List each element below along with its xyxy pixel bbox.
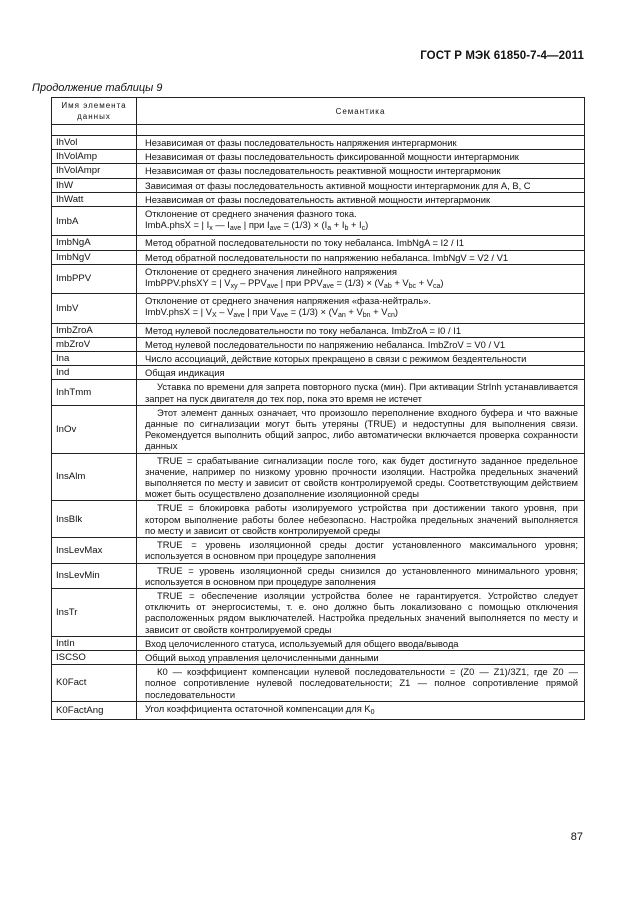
table-row — [52, 405, 585, 453]
table-row — [52, 337, 585, 351]
data-element-name: ImbPPV — [52, 264, 137, 293]
table-row — [52, 701, 585, 719]
data-element-semantics: К0 — коэффициент компенсации нулевой последовательности = (Z0 — Z1)/3Z1, где Z0 — полное сопротивление нулевой последовательности; Z1 — полное сопротивление прямой последовательности — [137, 665, 585, 702]
table-row — [52, 352, 585, 366]
data-element-name: Ind — [52, 366, 137, 380]
table-row — [52, 380, 585, 405]
data-element-semantics: Метод обратной последовательности по напряжению небаланса. ImbNgV = V2 / V1 — [137, 250, 585, 264]
data-element-semantics: Отклонение от среднего значения фазного тока. ImbA.phsX = | $I_x$ — $I_{ave}$ | при $I_{ave} = (1/3) \times (I_a + I_b + I_c)$ — [137, 207, 585, 236]
data-element-semantics: TRUE = уровень изоляционной среды достиг установленного максимального уровня; используется в основном при процедуре заполнения — [137, 538, 585, 563]
table-row — [52, 236, 585, 250]
table-row — [52, 453, 585, 501]
data-element-name: InsLevMin — [52, 563, 137, 588]
data-element-semantics: Отклонение от среднего значения напряжения «фаза-нейтраль». ImbV.phsX = | $V_X - V_{ave}$ | при $V_{ave} = (1/3) \times (V_{an} + V_{bn} + V_{cn})$ — [137, 294, 585, 323]
data-element-semantics: TRUE = уровень изоляционной среды снизился до установленного минимального уровня; используется в основном при процедуре заполнения — [137, 563, 585, 588]
data-element-semantics: Отклонение от среднего значения линейного напряжения ImbPPV.phsXY = | $V_{xy} - PPV_{ave}$ | при $PPV_{ave} = (1/3) \times (V_{ab} + V_{bc} + V_{ca})$ — [137, 264, 585, 293]
table-row — [52, 538, 585, 563]
table-row — [52, 665, 585, 702]
table-row — [52, 366, 585, 380]
data-element-semantics: Независимая от фазы последовательность активной мощности интергармоник — [137, 192, 585, 206]
table-row — [52, 636, 585, 650]
table-row — [52, 294, 585, 323]
data-element-semantics: Независимая от фазы последовательность фиксированной мощности интергармоник — [137, 150, 585, 164]
data-element-semantics: Этот элемент данных означает, что произошло переполнение входного буфера и что важные данные по сигнализации могут быть утеряны (TRUE) и недоступны для выполнения связи. Рекомендуется выполнить общий запрос, либо автоматически включается проверка сохранности данных — [137, 405, 585, 453]
column-header-semantics: Семантика — [137, 98, 585, 125]
data-element-name: Ina — [52, 352, 137, 366]
table-row — [52, 150, 585, 164]
data-element-name: InsTr — [52, 588, 137, 636]
data-element-name: ImbV — [52, 294, 137, 323]
data-element-semantics: Угол коэффициента остаточной компенсации для $K_0$ — [137, 701, 585, 719]
table-row — [52, 323, 585, 337]
data-element-name: K0FactAng — [52, 701, 137, 719]
data-element-semantics: Метод нулевой последовательности по току небаланса. ImbZroA = I0 / I1 — [137, 323, 585, 337]
table-row — [52, 207, 585, 236]
data-element-name: ImbNgV — [52, 250, 137, 264]
table-row — [52, 192, 585, 206]
column-header-name: Имя элемента данных — [52, 98, 137, 125]
data-element-semantics: Метод обратной последовательности по току небаланса. ImbNgA = I2 / I1 — [137, 236, 585, 250]
table-row — [52, 164, 585, 178]
table-row — [52, 250, 585, 264]
data-element-semantics: Общая индикация — [137, 366, 585, 380]
data-element-semantics: Общий выход управления целочисленными данными — [137, 650, 585, 664]
table-row — [52, 650, 585, 664]
data-element-name: InsBlk — [52, 501, 137, 538]
data-element-name: K0Fact — [52, 665, 137, 702]
table-row — [52, 563, 585, 588]
table-row — [52, 501, 585, 538]
data-element-semantics: Зависимая от фазы последовательность активной мощности интергармоник для А, В, С — [137, 178, 585, 192]
table-continuation-caption: Продолжение таблицы 9 — [32, 82, 163, 94]
data-element-semantics: Число ассоциаций, действие которых прекращено в связи с режимом бездеятельности — [137, 352, 585, 366]
data-element-name: IhWatt — [52, 192, 137, 206]
data-element-name: IntIn — [52, 636, 137, 650]
data-element-semantics: TRUE = обеспечение изоляции устройства более не гарантируется. Устройство следует отключить от энергосистемы, т. е. оно должно быть локализовано с помощью отключения расположенных рядом выключателей. Настройка предельных значений выполняется по месту и зависит от свойств контролируемой среды — [137, 588, 585, 636]
table-row — [52, 588, 585, 636]
data-element-name: InhTmm — [52, 380, 137, 405]
data-element-name: IhW — [52, 178, 137, 192]
data-element-semantics: TRUE = блокировка работы изолируемого устройства при достижении такого уровня, при котором выполнение работы более небезопасно. Настройка предельных значений выполняется по месту и зависит от свойств контролируемой среды — [137, 501, 585, 538]
data-element-semantics: Независимая от фазы последовательность реактивной мощности интергармоник — [137, 164, 585, 178]
data-element-semantics: Уставка по времени для запрета повторного пуска (мин). При активации StrInh устанавливается запрет на пуск двигателя до тех пор, пока это время не истечет — [137, 380, 585, 405]
table-row — [52, 136, 585, 150]
table-row — [52, 178, 585, 192]
data-element-name: IhVolAmpr — [52, 164, 137, 178]
data-element-semantics: Независимая от фазы последовательность напряжения интергармоник — [137, 136, 585, 150]
data-element-name: ImbNgA — [52, 236, 137, 250]
table-body — [52, 125, 585, 720]
standard-header: ГОСТ Р МЭК 61850-7-4—2011 — [420, 50, 584, 62]
page-number: 87 — [570, 831, 583, 843]
data-element-semantics: Метод нулевой последовательности по напряжению небаланса. ImbZroV = V0 / V1 — [137, 337, 585, 351]
data-element-name: IhVolAmp — [52, 150, 137, 164]
data-element-name: InsAlm — [52, 453, 137, 501]
data-element-name: InOv — [52, 405, 137, 453]
data-element-name: ImbA — [52, 207, 137, 236]
data-element-name: ImbZroA — [52, 323, 137, 337]
data-element-name: mbZroV — [52, 337, 137, 351]
data-element-semantics: Вход целочисленного статуса, используемый для общего ввода/вывода — [137, 636, 585, 650]
data-element-name: ISCSO — [52, 650, 137, 664]
table-row — [52, 264, 585, 293]
data-element-name: InsLevMax — [52, 538, 137, 563]
data-elements-table — [51, 97, 585, 720]
data-element-name: IhVol — [52, 136, 137, 150]
data-element-semantics: TRUE = срабатывание сигнализации после того, как будет достигнуто заданное предельное значение, например по низкому уровню прочности изоляции. Настройка предельных значений выполняется по месту и зависит от свойств контролируемой среды. Соответствующим действием может быть осуществлено дозаполнение изоляционной среды — [137, 453, 585, 501]
